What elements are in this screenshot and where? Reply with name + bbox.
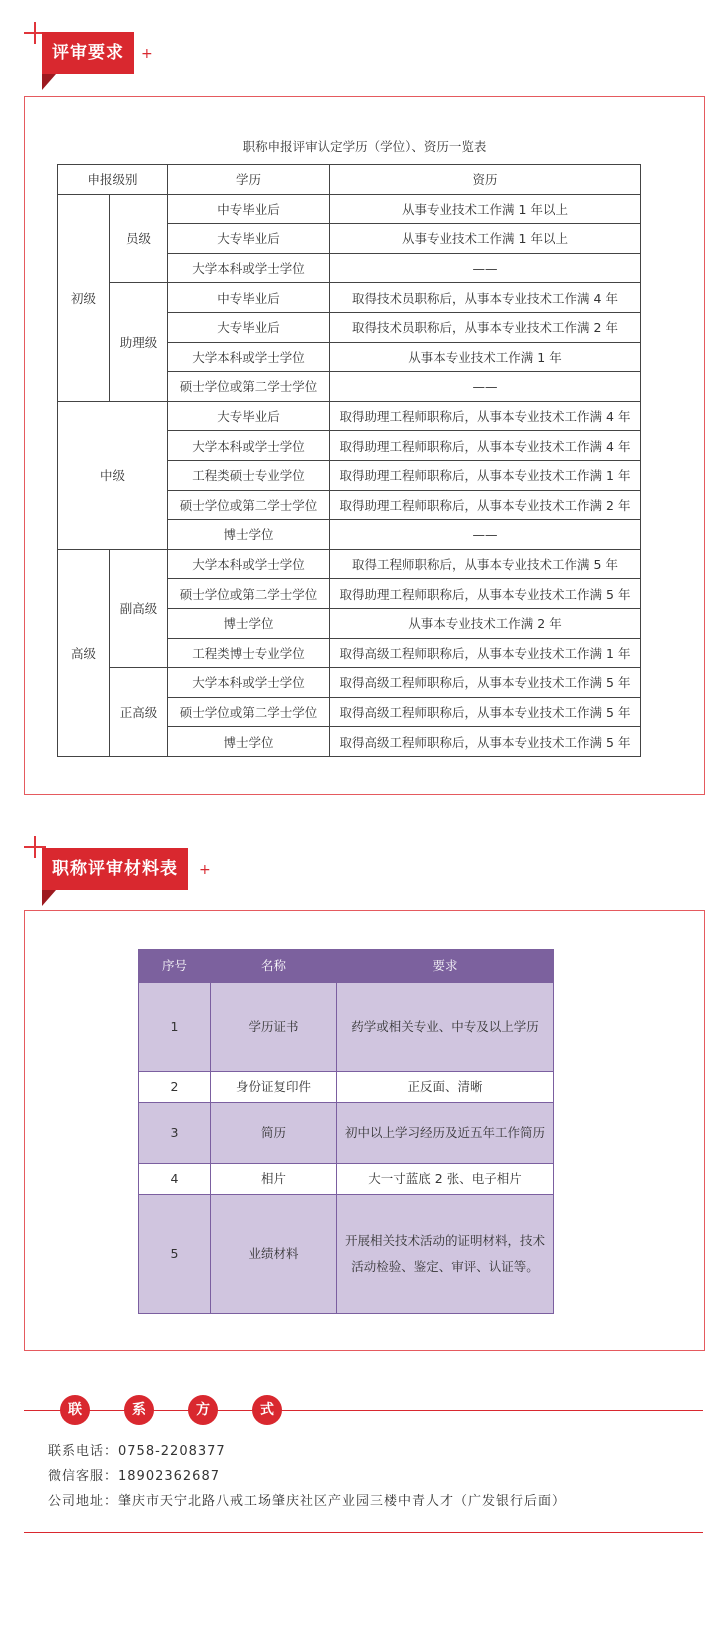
exp-cell: 取得助理工程师职称后，从事本专业技术工作满 2 年 [330,490,641,520]
table1-title: 职称申报评审认定学历（学位）、资历一览表 [242,139,487,154]
name-cell: 业绩材料 [211,1195,337,1314]
section1-header [0,0,726,110]
header-cell: 要求 [337,950,554,983]
req-cell: 药学或相关专业、中专及以上学历 [337,983,554,1072]
qualification-table [57,164,641,757]
requirements-box [24,96,705,795]
materials-box [24,910,705,1351]
edu-cell: 中专毕业后 [168,194,330,224]
table-row [58,194,641,224]
edu-cell: 大专毕业后 [168,401,330,431]
sublevel-cell: 助理级 [110,283,168,401]
plus-decoration-icon: + [141,46,153,62]
section1-title: 评审要求 [42,32,134,74]
contact-address: 公司地址：肇庆市天宁北路八戒工场肇庆社区产业园三楼中青人才（广发银行后面） [48,1494,567,1509]
name-cell: 简历 [211,1103,337,1164]
edu-cell: 硕士学位或第二学士学位 [168,697,330,727]
table-row [139,1072,554,1103]
edu-cell: 中专毕业后 [168,283,330,313]
no-cell: 2 [139,1072,211,1103]
edu-cell: 博士学位 [168,608,330,638]
edu-cell: 硕士学位或第二学士学位 [168,579,330,609]
table-row [58,401,641,431]
contact-wechat: 微信客服：18902362687 [48,1469,220,1484]
exp-cell: 从事本专业技术工作满 1 年 [330,342,641,372]
exp-cell: —— [330,253,641,283]
name-cell: 相片 [211,1164,337,1195]
edu-cell: 博士学位 [168,727,330,757]
req-cell: 正反面、清晰 [337,1072,554,1103]
edu-cell: 大学本科或学士学位 [168,668,330,698]
exp-cell: 取得助理工程师职称后，从事本专业技术工作满 4 年 [330,431,641,461]
level-cell: 初级 [58,194,110,401]
header-cell: 资历 [330,165,641,195]
edu-cell: 工程类硕士专业学位 [168,460,330,490]
edu-cell: 硕士学位或第二学士学位 [168,372,330,402]
badge-tail-decoration [42,74,56,90]
exp-cell: 取得助理工程师职称后，从事本专业技术工作满 4 年 [330,401,641,431]
name-cell: 学历证书 [211,983,337,1072]
edu-cell: 大学本科或学士学位 [168,431,330,461]
section2-title: 职称评审材料表 [42,848,188,890]
table-row [58,549,641,579]
edu-cell: 工程类博士专业学位 [168,638,330,668]
table-row [139,1103,554,1164]
table-row [58,283,641,313]
exp-cell: 取得技术员职称后，从事本专业技术工作满 4 年 [330,283,641,313]
table-row [58,668,641,698]
exp-cell: 取得技术员职称后，从事本专业技术工作满 2 年 [330,312,641,342]
table-row [139,983,554,1072]
exp-cell: 取得工程师职称后，从事本专业技术工作满 5 年 [330,549,641,579]
header-cell: 学历 [168,165,330,195]
exp-cell: 取得高级工程师职称后，从事本专业技术工作满 5 年 [330,668,641,698]
contact-heading-char: 方 [188,1395,218,1425]
exp-cell: 取得助理工程师职称后，从事本专业技术工作满 5 年 [330,579,641,609]
no-cell: 5 [139,1195,211,1314]
sublevel-cell: 正高级 [110,668,168,757]
req-cell: 开展相关技术活动的证明材料，技术活动检验、鉴定、审评、认证等。 [337,1195,554,1314]
table-row [139,1164,554,1195]
sublevel-cell: 员级 [110,194,168,283]
contact-phone: 联系电话：0758-2208377 [48,1444,226,1459]
edu-cell: 大专毕业后 [168,224,330,254]
header-cell: 序号 [139,950,211,983]
edu-cell: 大学本科或学士学位 [168,549,330,579]
edu-cell: 博士学位 [168,520,330,550]
header-cell: 名称 [211,950,337,983]
badge-tail-decoration [42,890,56,906]
exp-cell: 从事专业技术工作满 1 年以上 [330,224,641,254]
edu-cell: 大专毕业后 [168,312,330,342]
exp-cell: —— [330,520,641,550]
no-cell: 3 [139,1103,211,1164]
exp-cell: 取得助理工程师职称后，从事本专业技术工作满 1 年 [330,460,641,490]
level-cell: 中级 [58,401,168,549]
exp-cell: 取得高级工程师职称后，从事本专业技术工作满 5 年 [330,697,641,727]
table-header-row [139,950,554,983]
header-cell: 申报级别 [58,165,168,195]
no-cell: 1 [139,983,211,1072]
contact-divider-bottom [24,1532,703,1533]
name-cell: 身份证复印件 [211,1072,337,1103]
contact-heading-char: 式 [252,1395,282,1425]
plus-decoration-icon: + [199,862,211,878]
contact-heading-char: 联 [60,1395,90,1425]
req-cell: 大一寸蓝底 2 张、电子相片 [337,1164,554,1195]
materials-table [138,949,554,1314]
exp-cell: 取得高级工程师职称后，从事本专业技术工作满 1 年 [330,638,641,668]
exp-cell: 从事专业技术工作满 1 年以上 [330,194,641,224]
contact-heading-char: 系 [124,1395,154,1425]
sublevel-cell: 副高级 [110,549,168,667]
exp-cell: 从事本专业技术工作满 2 年 [330,608,641,638]
level-cell: 高级 [58,549,110,756]
no-cell: 4 [139,1164,211,1195]
exp-cell: 取得高级工程师职称后，从事本专业技术工作满 5 年 [330,727,641,757]
table-row [139,1195,554,1314]
req-cell: 初中以上学习经历及近五年工作简历 [337,1103,554,1164]
edu-cell: 大学本科或学士学位 [168,253,330,283]
edu-cell: 大学本科或学士学位 [168,342,330,372]
edu-cell: 硕士学位或第二学士学位 [168,490,330,520]
exp-cell: —— [330,372,641,402]
table-header-row [58,165,641,195]
